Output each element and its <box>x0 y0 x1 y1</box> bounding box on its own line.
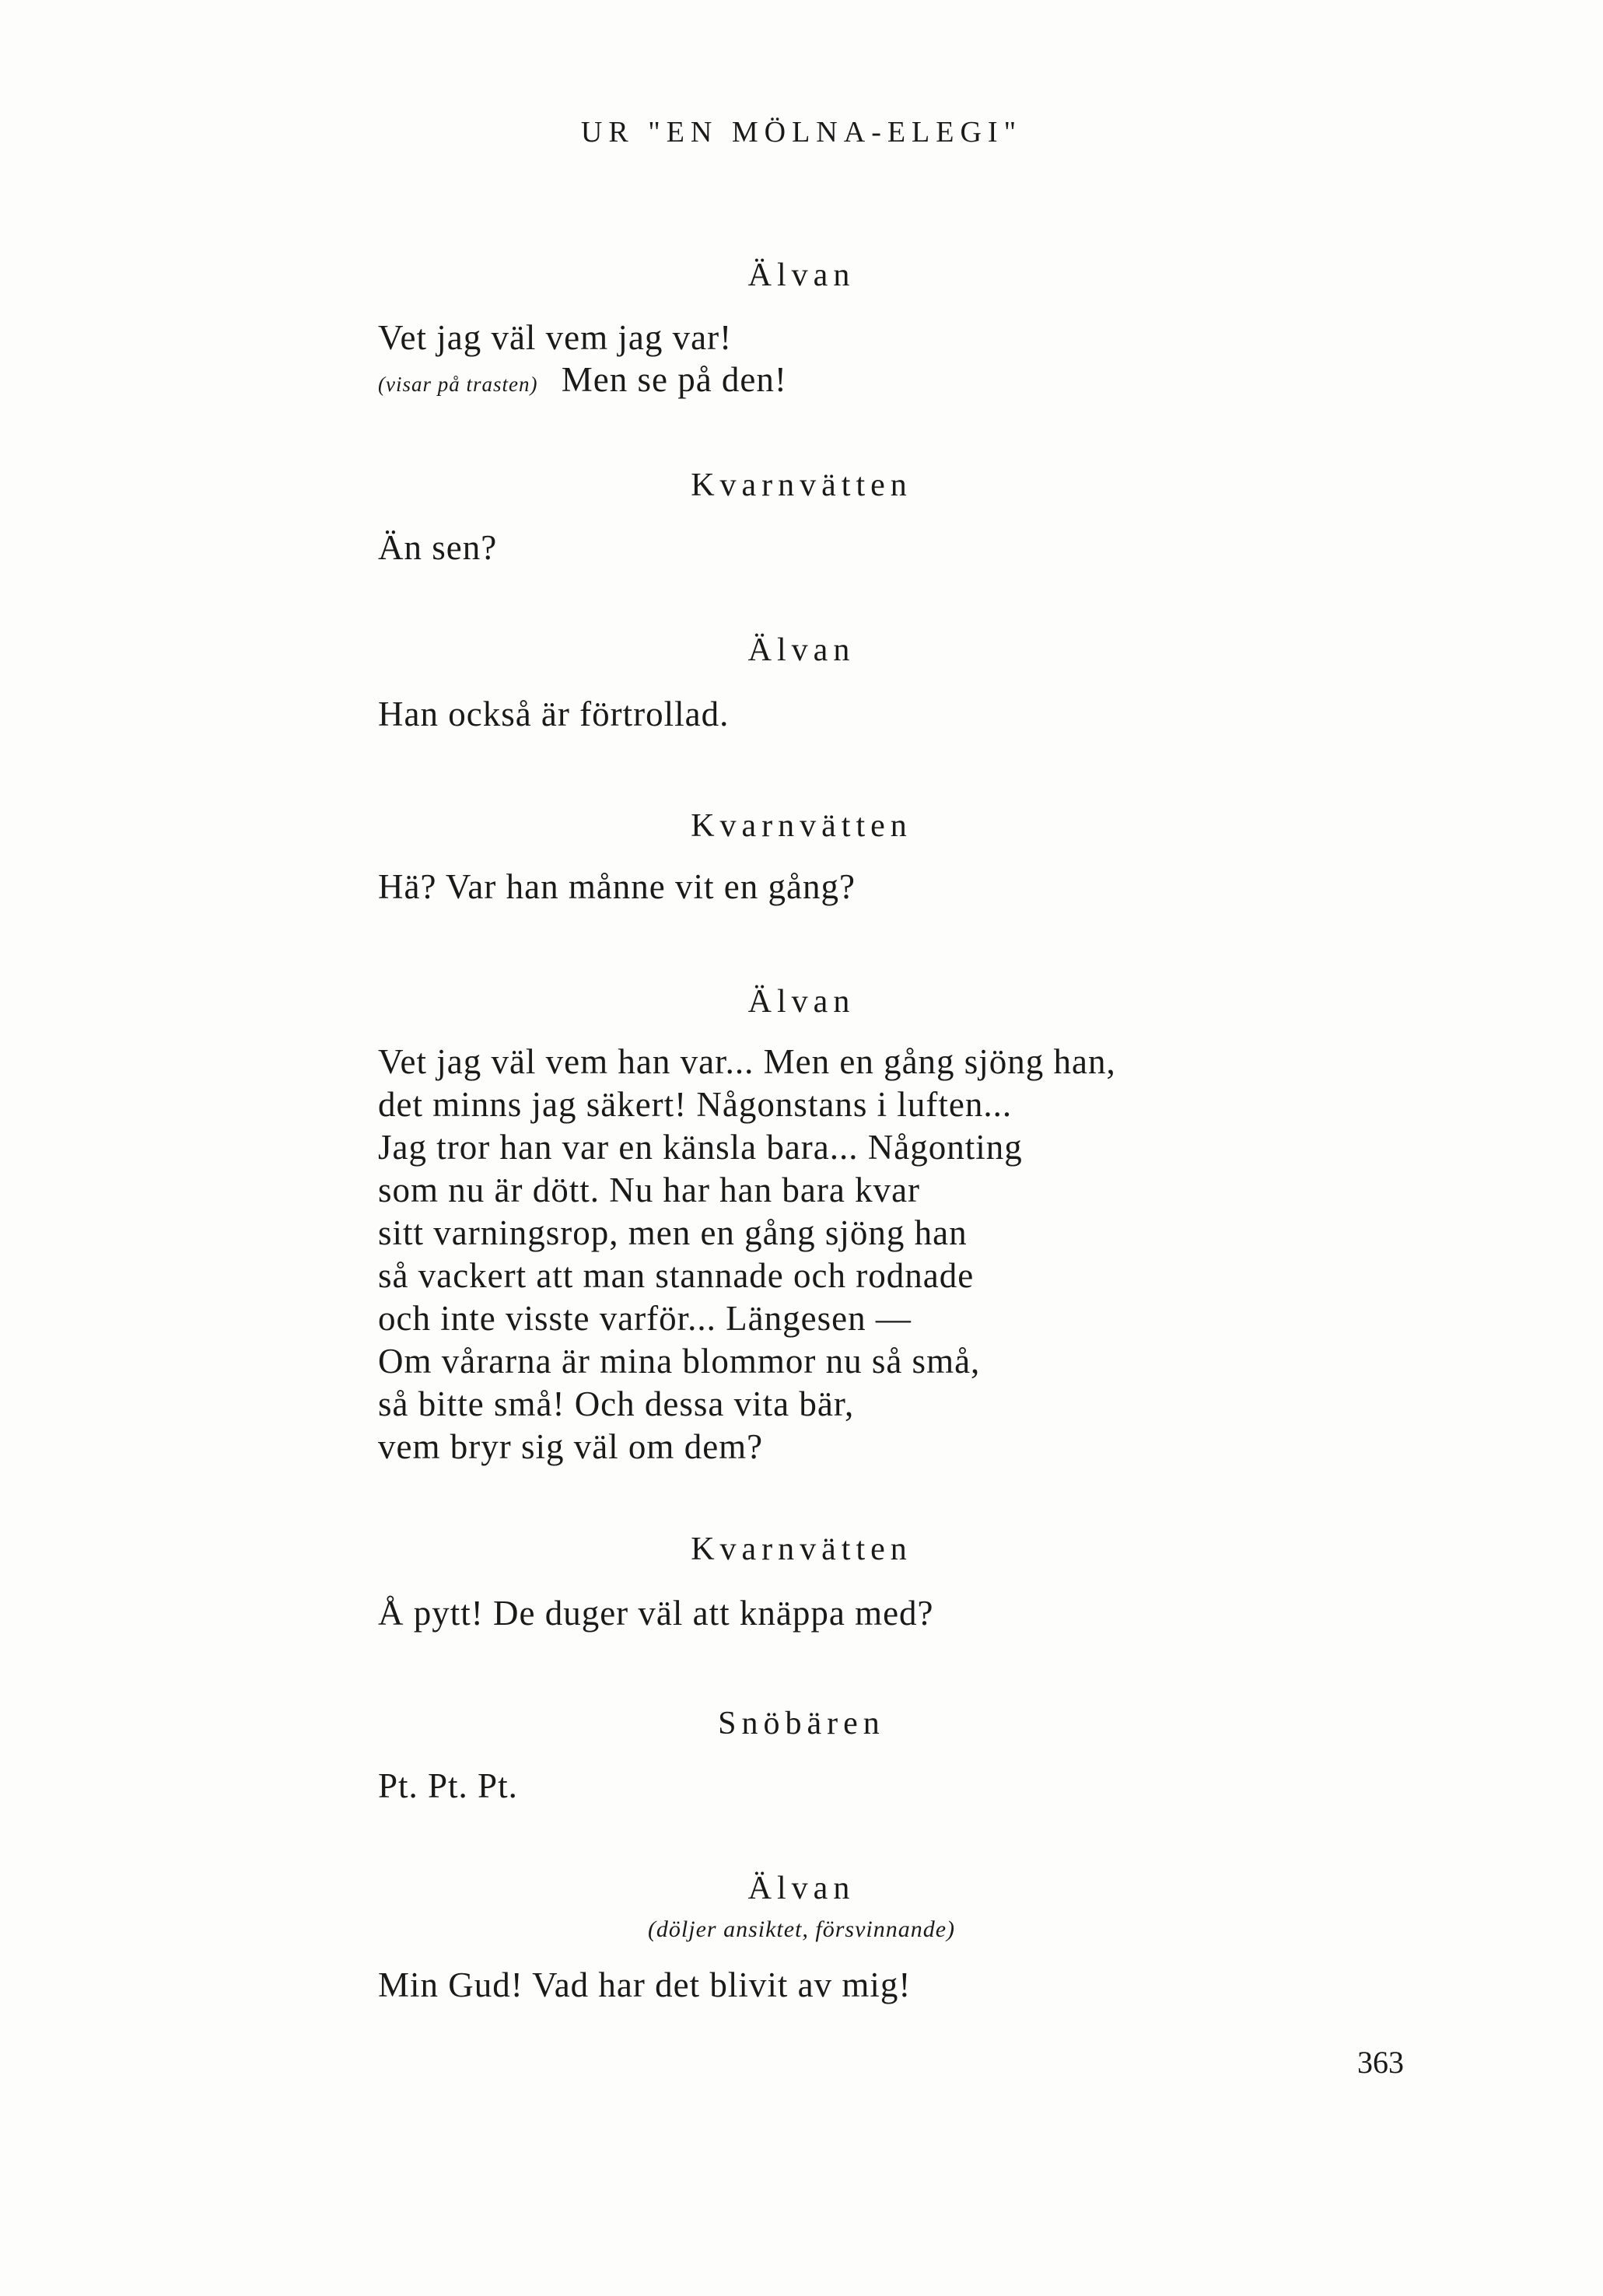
dialogue-line: Än sen? <box>378 528 498 567</box>
verse-line: Om vårarna är mina blommor nu så små, <box>378 1342 981 1381</box>
verse-line: sitt varningsrop, men en gång sjöng han <box>378 1213 968 1252</box>
speaker-name: Kvarnvätten <box>691 808 912 844</box>
verse-line: så vackert att man stannade och rodnade <box>378 1256 975 1295</box>
speaker-name: Älvan <box>747 1871 856 1906</box>
verse-line: det minns jag säkert! Någonstans i luften... <box>378 1085 1013 1124</box>
speaker-name: Älvan <box>747 257 856 293</box>
verse-line: Jag tror han var en känsla bara... Någonting <box>378 1128 1023 1167</box>
dialogue-line: Min Gud! Vad har det blivit av mig! <box>378 1965 912 2004</box>
speaker-name: Älvan <box>747 984 856 1020</box>
verse-line: vem bryr sig väl om dem? <box>378 1427 764 1466</box>
dialogue-line-with-direction <box>378 359 787 400</box>
speaker-name: Snöbären <box>718 1706 885 1741</box>
verse-line: som nu är dött. Nu har han bara kvar <box>378 1171 921 1209</box>
speaker-name: Kvarnvätten <box>691 1531 912 1567</box>
dialogue-line: Vet jag väl vem jag var! <box>378 318 733 357</box>
verse-line: Vet jag väl vem han var... Men en gång sjöng han, <box>378 1042 1116 1081</box>
stage-direction: (döljer ansiktet, försvinnande) <box>647 1916 956 1942</box>
page-title: UR "EN MÖLNA-ELEGI" <box>580 116 1023 149</box>
dialogue-text: Men se på den! <box>561 360 787 399</box>
dialogue-line: Pt. Pt. Pt. <box>378 1766 518 1805</box>
page-number: 363 <box>1357 2045 1404 2080</box>
dialogue-line: Han också är förtrollad. <box>378 695 730 733</box>
dialogue-line: Hä? Var han månne vit en gång? <box>378 867 856 906</box>
stage-direction: (visar på trasten) <box>378 373 538 396</box>
verse-line: så bitte små! Och dessa vita bär, <box>378 1384 855 1423</box>
dialogue-line: Å pytt! De duger väl att knäppa med? <box>378 1594 934 1633</box>
speaker-name: Kvarnvätten <box>691 467 912 503</box>
verse-passage <box>378 1041 1116 1468</box>
verse-line: och inte visste varför... Längesen — <box>378 1299 912 1338</box>
speaker-name: Älvan <box>747 632 856 668</box>
